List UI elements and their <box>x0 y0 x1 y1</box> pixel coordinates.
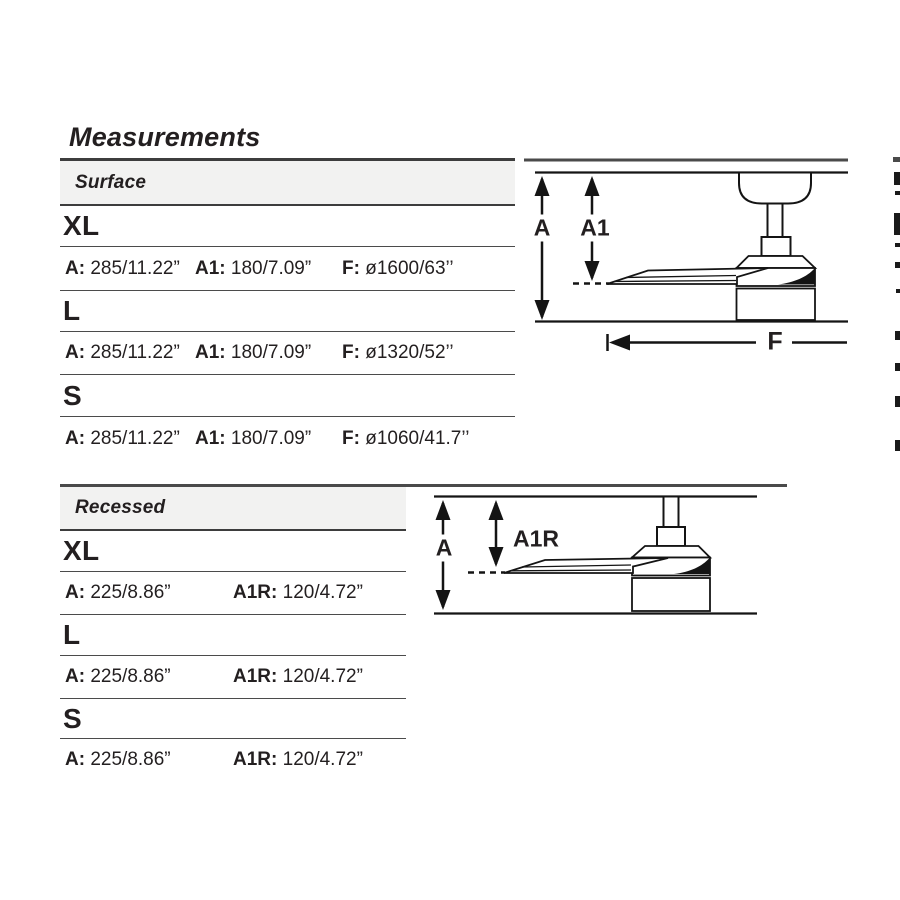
downrod <box>664 497 679 528</box>
size-label-l: L <box>63 619 81 650</box>
recessed-row-xl <box>60 531 406 572</box>
fan-surface <box>607 173 815 321</box>
dimension-arrow-a <box>535 176 550 320</box>
surface-row-s <box>60 375 515 417</box>
size-label-s: S <box>63 702 82 734</box>
measure-a: A: 285/11.22” <box>65 257 180 279</box>
dim-label-a: A <box>432 535 457 562</box>
motor-top <box>632 546 710 558</box>
downrod-coupling <box>762 237 791 256</box>
surface-data-l <box>60 332 515 375</box>
recessed-table <box>60 487 406 781</box>
dimension-arrow-f <box>608 334 848 351</box>
recessed-row-l <box>60 615 406 656</box>
recessed-data-xl <box>60 572 406 615</box>
recessed-table-header <box>60 487 406 531</box>
measure-a1: A1: 180/7.09” <box>195 427 312 449</box>
measure-a: A: 225/8.86” <box>65 666 171 687</box>
size-label-xl: XL <box>63 535 100 566</box>
dim-label-f: F <box>763 328 786 357</box>
dimension-arrow-a1r <box>489 500 504 567</box>
measure-a1: A1: 180/7.09” <box>195 342 312 363</box>
downrod-coupling <box>657 527 685 546</box>
surface-row-l <box>60 291 515 332</box>
recessed-data-l <box>60 656 406 699</box>
size-label-xl: XL <box>63 210 100 241</box>
surface-header-label: Surface <box>75 171 147 193</box>
measure-f: F: ø1600/63’’ <box>342 257 454 279</box>
measure-a: A: 285/11.22” <box>65 427 180 449</box>
motor-body <box>737 289 816 321</box>
surface-row-xl <box>60 206 515 247</box>
dim-label-a1r: A1R <box>509 526 563 553</box>
fan-recessed <box>504 497 710 612</box>
size-label-s: S <box>63 379 82 411</box>
measure-a: A: 225/8.86” <box>65 582 171 603</box>
recessed-row-s <box>60 699 406 739</box>
blade-edge-line <box>510 570 631 571</box>
size-label-l: L <box>63 295 81 326</box>
surface-table-header <box>60 161 515 206</box>
surface-data-s <box>60 417 515 460</box>
page-title: Measurements <box>69 122 261 152</box>
motor-body <box>632 578 710 611</box>
measure-a1r: A1R: 120/4.72” <box>233 749 363 770</box>
motor-top <box>737 256 816 268</box>
recessed-header-label: Recessed <box>75 497 166 518</box>
downrod <box>768 204 783 238</box>
surface-mount-diagram <box>520 150 855 360</box>
measure-a1r: A1R: 120/4.72” <box>233 666 363 687</box>
recessed-data-s <box>60 739 406 781</box>
measure-a: A: 225/8.86” <box>65 749 171 770</box>
measure-f: F: ø1320/52’’ <box>342 342 454 363</box>
canopy <box>739 173 811 204</box>
dim-label-a: A <box>530 215 555 242</box>
measure-a1: A1: 180/7.09” <box>195 257 312 279</box>
measure-f: F: ø1060/41.7’’ <box>342 427 470 449</box>
measure-a1r: A1R: 120/4.72” <box>233 582 363 603</box>
measure-a: A: 285/11.22” <box>65 342 180 363</box>
surface-data-xl <box>60 247 515 291</box>
surface-table <box>60 158 515 460</box>
dim-label-a1: A1 <box>576 215 613 242</box>
recessed-mount-diagram <box>430 478 770 620</box>
